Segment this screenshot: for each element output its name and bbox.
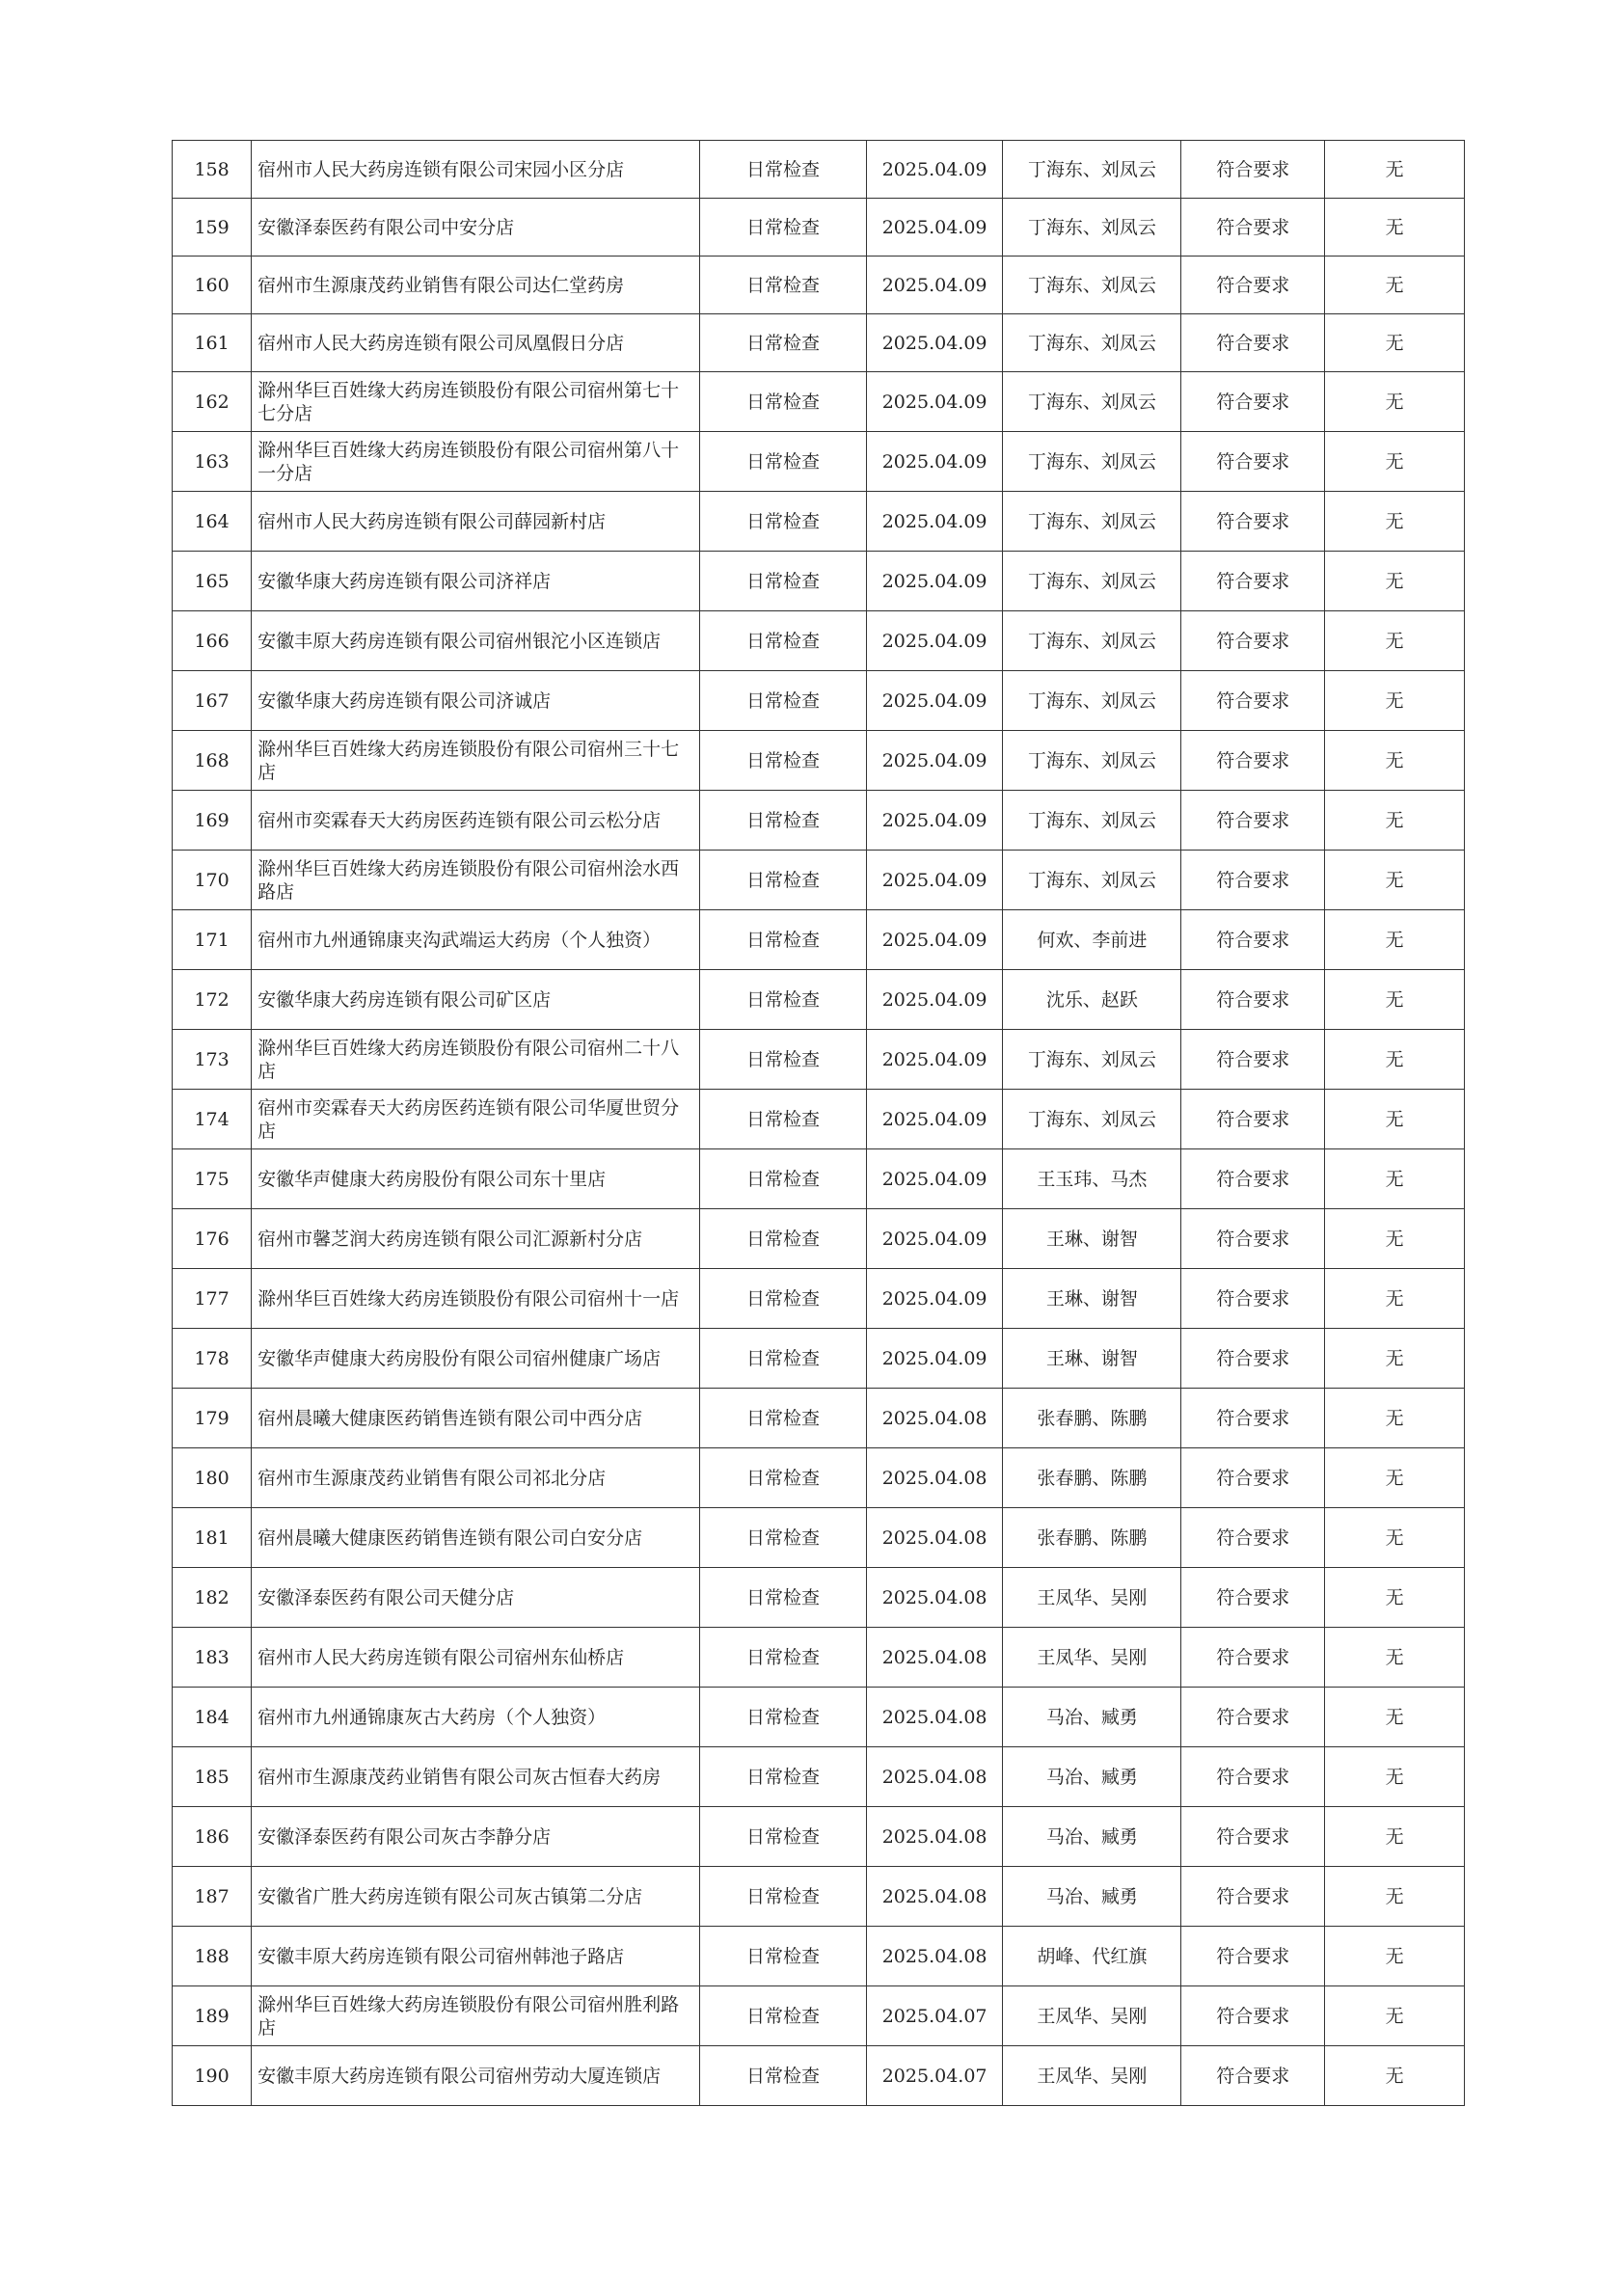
inspectors-cell: 丁海东、刘凤云 [1003, 851, 1181, 910]
inspection-table [172, 140, 1465, 2106]
issues-found-cell: 无 [1325, 970, 1465, 1030]
inspection-type-cell: 日常检查 [700, 1269, 867, 1329]
inspection-date-cell: 2025.04.07 [866, 1986, 1003, 2046]
issues-found-cell: 无 [1325, 1269, 1465, 1329]
inspection-result-cell: 符合要求 [1181, 910, 1325, 970]
inspection-type-cell: 日常检查 [700, 1628, 867, 1688]
issues-found-cell: 无 [1325, 1508, 1465, 1568]
table-row [173, 1986, 1465, 2046]
issues-found-cell: 无 [1325, 1688, 1465, 1747]
inspection-type-cell: 日常检查 [700, 257, 867, 314]
pharmacy-name-cell: 滁州华巨百姓缘大药房连锁股份有限公司宿州胜利路店 [252, 1986, 700, 2046]
row-number-cell: 180 [173, 1448, 252, 1508]
issues-found-cell: 无 [1325, 1149, 1465, 1209]
row-number-cell: 178 [173, 1329, 252, 1389]
table-row [173, 851, 1465, 910]
inspection-result-cell: 符合要求 [1181, 199, 1325, 257]
inspection-type-cell: 日常检查 [700, 141, 867, 199]
inspection-type-cell: 日常检查 [700, 1090, 867, 1149]
row-number-cell: 183 [173, 1628, 252, 1688]
inspection-result-cell: 符合要求 [1181, 372, 1325, 432]
inspection-result-cell: 符合要求 [1181, 492, 1325, 552]
pharmacy-name-cell: 滁州华巨百姓缘大药房连锁股份有限公司宿州三十七店 [252, 731, 700, 791]
inspection-date-cell: 2025.04.09 [866, 1209, 1003, 1269]
inspectors-cell: 丁海东、刘凤云 [1003, 314, 1181, 372]
pharmacy-name-cell: 宿州市奕霖春天大药房医药连锁有限公司云松分店 [252, 791, 700, 851]
inspectors-cell: 丁海东、刘凤云 [1003, 257, 1181, 314]
inspectors-cell: 丁海东、刘凤云 [1003, 141, 1181, 199]
inspection-type-cell: 日常检查 [700, 1448, 867, 1508]
inspection-result-cell: 符合要求 [1181, 552, 1325, 611]
inspection-date-cell: 2025.04.08 [866, 1568, 1003, 1628]
inspectors-cell: 张春鹏、陈鹏 [1003, 1508, 1181, 1568]
inspection-result-cell: 符合要求 [1181, 1209, 1325, 1269]
issues-found-cell: 无 [1325, 1209, 1465, 1269]
inspection-result-cell: 符合要求 [1181, 1747, 1325, 1807]
inspection-date-cell: 2025.04.09 [866, 851, 1003, 910]
inspection-type-cell: 日常检查 [700, 1329, 867, 1389]
table-row [173, 1628, 1465, 1688]
inspectors-cell: 丁海东、刘凤云 [1003, 671, 1181, 731]
inspection-type-cell: 日常检查 [700, 1149, 867, 1209]
row-number-cell: 181 [173, 1508, 252, 1568]
inspection-date-cell: 2025.04.09 [866, 492, 1003, 552]
inspection-type-cell: 日常检查 [700, 432, 867, 492]
pharmacy-name-cell: 安徽华康大药房连锁有限公司济诚店 [252, 671, 700, 731]
row-number-cell: 173 [173, 1030, 252, 1090]
inspection-type-cell: 日常检查 [700, 552, 867, 611]
inspection-date-cell: 2025.04.08 [866, 1688, 1003, 1747]
row-number-cell: 186 [173, 1807, 252, 1867]
inspection-type-cell: 日常检查 [700, 671, 867, 731]
inspection-result-cell: 符合要求 [1181, 1927, 1325, 1986]
inspectors-cell: 王琳、谢智 [1003, 1209, 1181, 1269]
inspection-date-cell: 2025.04.09 [866, 611, 1003, 671]
inspection-result-cell: 符合要求 [1181, 257, 1325, 314]
pharmacy-name-cell: 宿州市馨芝润大药房连锁有限公司汇源新村分店 [252, 1209, 700, 1269]
inspection-result-cell: 符合要求 [1181, 1568, 1325, 1628]
inspectors-cell: 王琳、谢智 [1003, 1329, 1181, 1389]
table-row [173, 1149, 1465, 1209]
pharmacy-name-cell: 宿州市奕霖春天大药房医药连锁有限公司华厦世贸分店 [252, 1090, 700, 1149]
inspection-date-cell: 2025.04.08 [866, 1628, 1003, 1688]
inspection-date-cell: 2025.04.09 [866, 314, 1003, 372]
inspection-result-cell: 符合要求 [1181, 1688, 1325, 1747]
inspection-result-cell: 符合要求 [1181, 314, 1325, 372]
issues-found-cell: 无 [1325, 1389, 1465, 1448]
inspection-result-cell: 符合要求 [1181, 1986, 1325, 2046]
table-row [173, 1030, 1465, 1090]
inspection-result-cell: 符合要求 [1181, 851, 1325, 910]
row-number-cell: 176 [173, 1209, 252, 1269]
inspection-type-cell: 日常检查 [700, 1927, 867, 1986]
issues-found-cell: 无 [1325, 731, 1465, 791]
pharmacy-name-cell: 宿州市人民大药房连锁有限公司宿州东仙桥店 [252, 1628, 700, 1688]
row-number-cell: 162 [173, 372, 252, 432]
issues-found-cell: 无 [1325, 1747, 1465, 1807]
inspection-result-cell: 符合要求 [1181, 1329, 1325, 1389]
inspection-result-cell: 符合要求 [1181, 1628, 1325, 1688]
inspectors-cell: 王凤华、吴刚 [1003, 1628, 1181, 1688]
inspectors-cell: 丁海东、刘凤云 [1003, 492, 1181, 552]
inspection-result-cell: 符合要求 [1181, 671, 1325, 731]
inspectors-cell: 丁海东、刘凤云 [1003, 372, 1181, 432]
pharmacy-name-cell: 宿州晨曦大健康医药销售连锁有限公司中西分店 [252, 1389, 700, 1448]
inspection-type-cell: 日常检查 [700, 1747, 867, 1807]
table-row [173, 257, 1465, 314]
inspection-type-cell: 日常检查 [700, 1508, 867, 1568]
pharmacy-name-cell: 滁州华巨百姓缘大药房连锁股份有限公司宿州二十八店 [252, 1030, 700, 1090]
inspectors-cell: 胡峰、代红旗 [1003, 1927, 1181, 1986]
inspection-type-cell: 日常检查 [700, 970, 867, 1030]
table-row [173, 970, 1465, 1030]
inspectors-cell: 丁海东、刘凤云 [1003, 731, 1181, 791]
inspection-result-cell: 符合要求 [1181, 141, 1325, 199]
pharmacy-name-cell: 宿州市生源康茂药业销售有限公司祁北分店 [252, 1448, 700, 1508]
table-row [173, 611, 1465, 671]
inspectors-cell: 马冶、臧勇 [1003, 1867, 1181, 1927]
row-number-cell: 166 [173, 611, 252, 671]
table-row [173, 791, 1465, 851]
table-row [173, 314, 1465, 372]
row-number-cell: 190 [173, 2046, 252, 2106]
table-row [173, 1508, 1465, 1568]
inspection-type-cell: 日常检查 [700, 611, 867, 671]
row-number-cell: 168 [173, 731, 252, 791]
table-row [173, 199, 1465, 257]
inspectors-cell: 沈乐、赵跃 [1003, 970, 1181, 1030]
inspectors-cell: 丁海东、刘凤云 [1003, 791, 1181, 851]
pharmacy-name-cell: 安徽丰原大药房连锁有限公司宿州劳动大厦连锁店 [252, 2046, 700, 2106]
row-number-cell: 159 [173, 199, 252, 257]
pharmacy-name-cell: 宿州市九州通锦康夹沟武端运大药房（个人独资） [252, 910, 700, 970]
inspection-date-cell: 2025.04.09 [866, 1030, 1003, 1090]
inspection-date-cell: 2025.04.09 [866, 432, 1003, 492]
issues-found-cell: 无 [1325, 372, 1465, 432]
pharmacy-name-cell: 安徽华声健康大药房股份有限公司东十里店 [252, 1149, 700, 1209]
inspection-date-cell: 2025.04.08 [866, 1807, 1003, 1867]
row-number-cell: 160 [173, 257, 252, 314]
inspectors-cell: 张春鹏、陈鹏 [1003, 1448, 1181, 1508]
table-row [173, 1090, 1465, 1149]
inspection-date-cell: 2025.04.09 [866, 552, 1003, 611]
table-row [173, 1269, 1465, 1329]
inspectors-cell: 王凤华、吴刚 [1003, 1568, 1181, 1628]
table-row [173, 141, 1465, 199]
row-number-cell: 164 [173, 492, 252, 552]
issues-found-cell: 无 [1325, 851, 1465, 910]
issues-found-cell: 无 [1325, 1807, 1465, 1867]
pharmacy-name-cell: 宿州市九州通锦康灰古大药房（个人独资） [252, 1688, 700, 1747]
inspection-type-cell: 日常检查 [700, 851, 867, 910]
inspection-date-cell: 2025.04.08 [866, 1448, 1003, 1508]
pharmacy-name-cell: 宿州市人民大药房连锁有限公司宋园小区分店 [252, 141, 700, 199]
row-number-cell: 182 [173, 1568, 252, 1628]
inspection-type-cell: 日常检查 [700, 1807, 867, 1867]
inspection-date-cell: 2025.04.09 [866, 141, 1003, 199]
issues-found-cell: 无 [1325, 611, 1465, 671]
pharmacy-name-cell: 滁州华巨百姓缘大药房连锁股份有限公司宿州第八十一分店 [252, 432, 700, 492]
inspection-type-cell: 日常检查 [700, 1986, 867, 2046]
pharmacy-name-cell: 安徽丰原大药房连锁有限公司宿州银沱小区连锁店 [252, 611, 700, 671]
inspection-type-cell: 日常检查 [700, 372, 867, 432]
table-row [173, 731, 1465, 791]
table-row [173, 1389, 1465, 1448]
inspectors-cell: 丁海东、刘凤云 [1003, 1030, 1181, 1090]
inspectors-cell: 马冶、臧勇 [1003, 1807, 1181, 1867]
inspection-type-cell: 日常检查 [700, 1209, 867, 1269]
inspectors-cell: 丁海东、刘凤云 [1003, 432, 1181, 492]
row-number-cell: 167 [173, 671, 252, 731]
pharmacy-name-cell: 宿州晨曦大健康医药销售连锁有限公司白安分店 [252, 1508, 700, 1568]
inspection-date-cell: 2025.04.09 [866, 199, 1003, 257]
inspection-date-cell: 2025.04.09 [866, 1269, 1003, 1329]
issues-found-cell: 无 [1325, 1927, 1465, 1986]
inspection-type-cell: 日常检查 [700, 1030, 867, 1090]
inspection-date-cell: 2025.04.09 [866, 1090, 1003, 1149]
inspection-date-cell: 2025.04.07 [866, 2046, 1003, 2106]
inspection-result-cell: 符合要求 [1181, 1807, 1325, 1867]
inspection-result-cell: 符合要求 [1181, 1867, 1325, 1927]
inspection-result-cell: 符合要求 [1181, 1030, 1325, 1090]
inspection-date-cell: 2025.04.09 [866, 671, 1003, 731]
inspectors-cell: 丁海东、刘凤云 [1003, 199, 1181, 257]
table-row [173, 910, 1465, 970]
inspectors-cell: 何欢、李前进 [1003, 910, 1181, 970]
row-number-cell: 189 [173, 1986, 252, 2046]
inspection-type-cell: 日常检查 [700, 1568, 867, 1628]
inspection-date-cell: 2025.04.09 [866, 1329, 1003, 1389]
issues-found-cell: 无 [1325, 552, 1465, 611]
issues-found-cell: 无 [1325, 791, 1465, 851]
table-body [173, 141, 1465, 2106]
inspection-result-cell: 符合要求 [1181, 970, 1325, 1030]
row-number-cell: 161 [173, 314, 252, 372]
table-row [173, 1688, 1465, 1747]
pharmacy-name-cell: 滁州华巨百姓缘大药房连锁股份有限公司宿州十一店 [252, 1269, 700, 1329]
inspectors-cell: 马冶、臧勇 [1003, 1688, 1181, 1747]
inspection-date-cell: 2025.04.09 [866, 970, 1003, 1030]
inspectors-cell: 马冶、臧勇 [1003, 1747, 1181, 1807]
inspection-result-cell: 符合要求 [1181, 1269, 1325, 1329]
table-row [173, 2046, 1465, 2106]
table-row [173, 1807, 1465, 1867]
issues-found-cell: 无 [1325, 1867, 1465, 1927]
inspection-result-cell: 符合要求 [1181, 432, 1325, 492]
issues-found-cell: 无 [1325, 199, 1465, 257]
table-row [173, 552, 1465, 611]
row-number-cell: 165 [173, 552, 252, 611]
pharmacy-name-cell: 宿州市人民大药房连锁有限公司凤凰假日分店 [252, 314, 700, 372]
inspection-result-cell: 符合要求 [1181, 1448, 1325, 1508]
pharmacy-name-cell: 宿州市生源康茂药业销售有限公司达仁堂药房 [252, 257, 700, 314]
inspection-date-cell: 2025.04.09 [866, 731, 1003, 791]
row-number-cell: 187 [173, 1867, 252, 1927]
issues-found-cell: 无 [1325, 432, 1465, 492]
inspection-result-cell: 符合要求 [1181, 611, 1325, 671]
inspection-type-cell: 日常检查 [700, 910, 867, 970]
inspection-type-cell: 日常检查 [700, 492, 867, 552]
inspectors-cell: 张春鹏、陈鹏 [1003, 1389, 1181, 1448]
row-number-cell: 170 [173, 851, 252, 910]
inspection-type-cell: 日常检查 [700, 1867, 867, 1927]
table-row [173, 372, 1465, 432]
inspection-result-cell: 符合要求 [1181, 731, 1325, 791]
row-number-cell: 158 [173, 141, 252, 199]
inspectors-cell: 丁海东、刘凤云 [1003, 611, 1181, 671]
issues-found-cell: 无 [1325, 314, 1465, 372]
inspection-type-cell: 日常检查 [700, 1688, 867, 1747]
table-row [173, 492, 1465, 552]
row-number-cell: 175 [173, 1149, 252, 1209]
issues-found-cell: 无 [1325, 141, 1465, 199]
pharmacy-name-cell: 宿州市生源康茂药业销售有限公司灰古恒春大药房 [252, 1747, 700, 1807]
row-number-cell: 185 [173, 1747, 252, 1807]
issues-found-cell: 无 [1325, 1030, 1465, 1090]
inspectors-cell: 王玉玮、马杰 [1003, 1149, 1181, 1209]
inspectors-cell: 王琳、谢智 [1003, 1269, 1181, 1329]
pharmacy-name-cell: 宿州市人民大药房连锁有限公司薛园新村店 [252, 492, 700, 552]
issues-found-cell: 无 [1325, 1329, 1465, 1389]
table-row [173, 1568, 1465, 1628]
issues-found-cell: 无 [1325, 1448, 1465, 1508]
table-row [173, 1209, 1465, 1269]
inspection-date-cell: 2025.04.08 [866, 1389, 1003, 1448]
row-number-cell: 177 [173, 1269, 252, 1329]
pharmacy-name-cell: 安徽丰原大药房连锁有限公司宿州韩池子路店 [252, 1927, 700, 1986]
issues-found-cell: 无 [1325, 1628, 1465, 1688]
inspection-result-cell: 符合要求 [1181, 791, 1325, 851]
row-number-cell: 188 [173, 1927, 252, 1986]
inspection-date-cell: 2025.04.09 [866, 1149, 1003, 1209]
row-number-cell: 184 [173, 1688, 252, 1747]
inspection-date-cell: 2025.04.09 [866, 257, 1003, 314]
inspection-result-cell: 符合要求 [1181, 2046, 1325, 2106]
table-row [173, 1867, 1465, 1927]
table-row [173, 1927, 1465, 1986]
inspection-date-cell: 2025.04.09 [866, 372, 1003, 432]
table-row [173, 671, 1465, 731]
issues-found-cell: 无 [1325, 2046, 1465, 2106]
inspection-result-cell: 符合要求 [1181, 1090, 1325, 1149]
issues-found-cell: 无 [1325, 257, 1465, 314]
table-row [173, 1448, 1465, 1508]
inspection-date-cell: 2025.04.08 [866, 1927, 1003, 1986]
row-number-cell: 172 [173, 970, 252, 1030]
pharmacy-name-cell: 安徽华声健康大药房股份有限公司宿州健康广场店 [252, 1329, 700, 1389]
inspection-date-cell: 2025.04.09 [866, 910, 1003, 970]
row-number-cell: 163 [173, 432, 252, 492]
pharmacy-name-cell: 安徽泽泰医药有限公司灰古李静分店 [252, 1807, 700, 1867]
inspection-type-cell: 日常检查 [700, 199, 867, 257]
inspection-type-cell: 日常检查 [700, 791, 867, 851]
table-row [173, 1747, 1465, 1807]
issues-found-cell: 无 [1325, 910, 1465, 970]
pharmacy-name-cell: 滁州华巨百姓缘大药房连锁股份有限公司宿州浍水西路店 [252, 851, 700, 910]
pharmacy-name-cell: 安徽泽泰医药有限公司天健分店 [252, 1568, 700, 1628]
pharmacy-name-cell: 安徽华康大药房连锁有限公司矿区店 [252, 970, 700, 1030]
inspectors-cell: 丁海东、刘凤云 [1003, 1090, 1181, 1149]
inspection-type-cell: 日常检查 [700, 314, 867, 372]
inspection-date-cell: 2025.04.08 [866, 1867, 1003, 1927]
row-number-cell: 169 [173, 791, 252, 851]
row-number-cell: 174 [173, 1090, 252, 1149]
inspection-result-cell: 符合要求 [1181, 1149, 1325, 1209]
inspection-date-cell: 2025.04.08 [866, 1747, 1003, 1807]
inspectors-cell: 王凤华、吴刚 [1003, 1986, 1181, 2046]
issues-found-cell: 无 [1325, 1090, 1465, 1149]
inspection-type-cell: 日常检查 [700, 1389, 867, 1448]
inspection-type-cell: 日常检查 [700, 731, 867, 791]
inspection-date-cell: 2025.04.09 [866, 791, 1003, 851]
pharmacy-name-cell: 安徽泽泰医药有限公司中安分店 [252, 199, 700, 257]
issues-found-cell: 无 [1325, 671, 1465, 731]
row-number-cell: 171 [173, 910, 252, 970]
inspection-result-cell: 符合要求 [1181, 1389, 1325, 1448]
pharmacy-name-cell: 滁州华巨百姓缘大药房连锁股份有限公司宿州第七十七分店 [252, 372, 700, 432]
pharmacy-name-cell: 安徽省广胜大药房连锁有限公司灰古镇第二分店 [252, 1867, 700, 1927]
inspectors-cell: 王凤华、吴刚 [1003, 2046, 1181, 2106]
inspection-type-cell: 日常检查 [700, 2046, 867, 2106]
inspectors-cell: 丁海东、刘凤云 [1003, 552, 1181, 611]
pharmacy-name-cell: 安徽华康大药房连锁有限公司济祥店 [252, 552, 700, 611]
table-row [173, 1329, 1465, 1389]
issues-found-cell: 无 [1325, 1568, 1465, 1628]
issues-found-cell: 无 [1325, 1986, 1465, 2046]
inspection-date-cell: 2025.04.08 [866, 1508, 1003, 1568]
issues-found-cell: 无 [1325, 492, 1465, 552]
table-row [173, 432, 1465, 492]
inspection-result-cell: 符合要求 [1181, 1508, 1325, 1568]
row-number-cell: 179 [173, 1389, 252, 1448]
